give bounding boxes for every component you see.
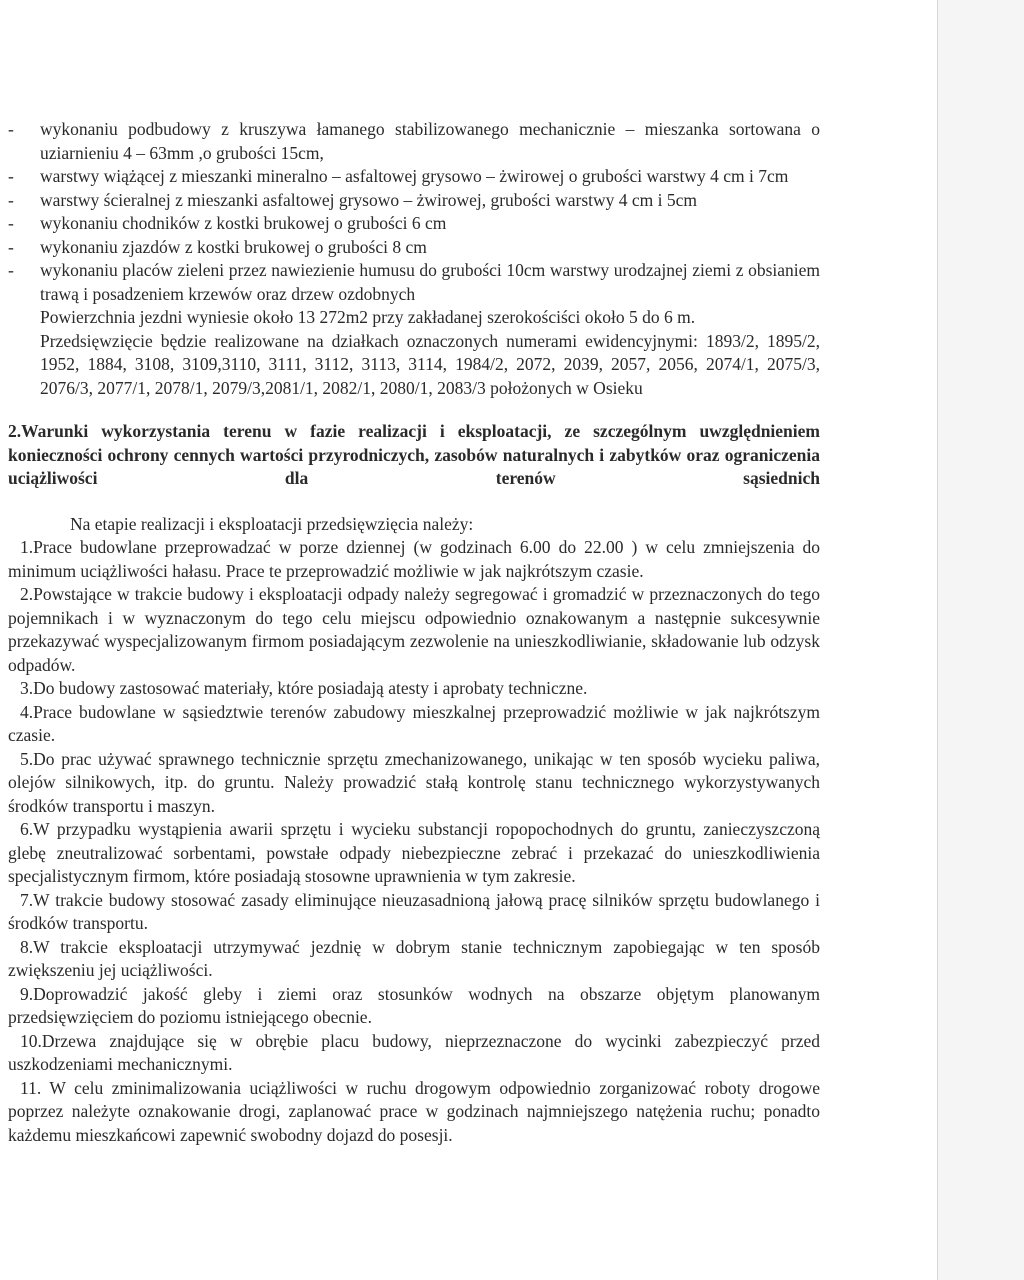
conditions-list [8,536,820,1147]
condition-item: 4.Prace budowlane w sąsiedztwie terenów zabudowy mieszkalnej przeprowadzić możliwie w jak najkrótszym czasie. [8,701,820,745]
list-item: - warstwy wiążącej z mieszanki mineralno – asfaltowej grysowo – żwirowej o grubości warstwy 4 cm i 7cm [8,166,789,186]
condition-item: 10.Drzewa znajdujące się w obrębie placu budowy, nieprzeznaczone do wycinki zabezpieczyć przed uszkodzeniami mechanicznymi. [8,1030,820,1074]
parcels-text: Przedsięwzięcie będzie realizowane na działkach oznaczonych numerami ewidencyjnymi: 1893/2, 1895/2, 1952, 1884, 3108, 3109,3110, 3111, 3112, 3113, 3114, 1984/2, 2072, 2039, 2057, 2056, 2074/1, 2075/3, 2076/3, 2077/1, 2078/1, 2079/3,2081/1, 2082/1, 2080/1, 2083/3 położonych w Osieku [40,330,820,398]
document-page [8,118,820,1147]
list-item: - wykonaniu podbudowy z kruszywa łamanego stabilizowanego mechanicznie – mieszanka sortowana o uziarnieniu 4 – 63mm ,o grubości 15cm, [8,119,820,163]
condition-item: 8.W trakcie eksploatacji utrzymywać jezdnię w dobrym stanie technicznym zapobiegając w ten sposób zwiększeniu jej uciążliwości. [8,936,820,980]
list-item: - wykonaniu zjazdów z kostki brukowej o grubości 8 cm [8,236,427,257]
list-item: - wykonaniu placów zieleni przez nawiezienie humusu do grubości 10cm warstwy urodzajnej ziemi z obsianiem trawą i posadzeniem krzewów oraz drzew ozdobnych [8,260,820,304]
condition-item: 1.Prace budowlane przeprowadzać w porze dziennej (w godzinach 6.00 do 22.00 ) w celu zmniejszenia do minimum uciążliwości hałasu. Prace te przeprowadzić możliwie w jak najkrótszym czasie. [8,537,820,581]
section-heading: 2.Warunki wykorzystania terenu w fazie realizacji i eksploatacji, ze szczególnym uwzględnieniem konieczności ochrony cennych wartości przyrodniczych, zasobów naturalnych i zabytków oraz ograniczenia uciążliwości dla terenów sąsiednich [8,421,820,488]
conditions-intro: Na etapie realizacji i eksploatacji przedsięwzięcia należy: [70,513,474,534]
materials-list [8,118,820,306]
list-item: - wykonaniu chodników z kostki brukowej o grubości 6 cm [8,213,447,233]
surface-area-text: Powierzchnia jezdni wyniesie około 13 272m2 przy zakładanej szerokościści około 5 do 6 m. [40,307,696,327]
condition-item: 3.Do budowy zastosować materiały, które posiadają atesty i aprobaty techniczne. [20,678,588,698]
condition-item: 7.W trakcie budowy stosować zasady eliminujące nieuzasadnioną jałową pracę silników sprzętu budowlanego i środków transportu. [8,889,820,933]
condition-item: 6.W przypadku wystąpienia awarii sprzętu i wycieku substancji ropopochodnych do gruntu, zanieczyszczoną glebę zneutralizować sorbentami, powstałe odpady niebezpieczne zebrać i przekazać do unieszkodliwienia specjalistycznym firmom, które posiadają stosowne uprawnienia w tym zakresie. [8,819,820,886]
condition-item: 2.Powstające w trakcie budowy i eksploatacji odpady należy segregować i gromadzić w przeznaczonych do tego pojemnikach i w wyznaczonym do tego celu miejscu odpowiednio oznakowanym a następnie sukcesywnie przekazywać wyspecjalizowanym firmom posiadającym zezwolenie na unieszkodliwianie, składowanie lub odzysk odpadów. [8,584,820,675]
condition-item: 5.Do prac używać sprawnego technicznie sprzętu zmechanizowanego, unikając w ten sposób wycieku paliwa, olejów silnikowych, itp. do gruntu. Należy prowadzić stałą kontrolę stanu technicznego wykorzystywanych środków transportu i maszyn. [8,748,820,816]
condition-item: 11. W celu zminimalizowania uciążliwości w ruchu drogowym odpowiednio zorganizować roboty drogowe poprzez należyte oznakowanie drogi, zaplanować prace w godzinach najmniejszego natężenia ruchu; ponadto każdemu mieszkańcowi zapewnić swobodny dojazd do posesji. [8,1077,820,1145]
condition-item: 9.Doprowadzić jakość gleby i ziemi oraz stosunków wodnych na obszarze objętym planowanym przedsięwzięciem do poziomu istniejącego obecnie. [8,983,820,1027]
list-item: - warstwy ścieralnej z mieszanki asfaltowej grysowo – żwirowej, grubości warstwy 4 cm i 5cm [8,189,698,210]
scan-edge [937,0,1024,1280]
